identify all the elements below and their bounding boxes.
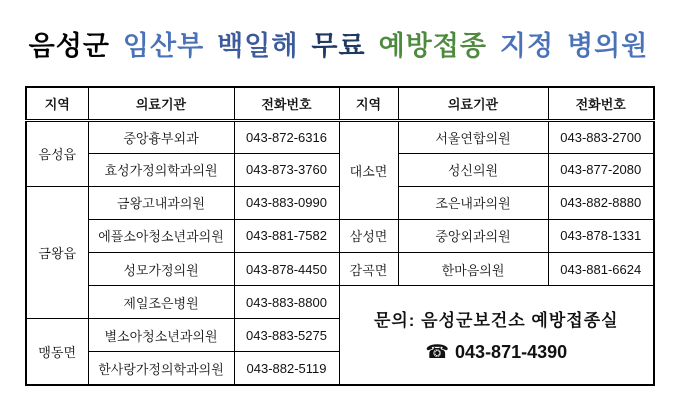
table-header-row <box>26 87 654 120</box>
hospital-cell: 제일조은병원 <box>88 286 234 319</box>
hospital-cell: 한사랑가정의학과의원 <box>88 352 234 385</box>
title-segment-county: 음성군 <box>28 31 110 61</box>
region-cell-maengdong: 맹동면 <box>26 319 88 385</box>
hospital-cell: 한마음의원 <box>398 253 548 286</box>
table-row <box>26 253 654 286</box>
hospital-cell: 별소아청소년과의원 <box>88 319 234 352</box>
hospital-cell: 서울연합의원 <box>398 120 548 153</box>
header-region-right: 지역 <box>339 87 398 120</box>
region-cell-geumwang: 금왕읍 <box>26 186 88 318</box>
contact-text: 문의: 음성군보건소 예방접종실 <box>373 311 619 331</box>
contact-phone-number: 043-871-4390 <box>455 342 568 363</box>
phone-cell: 043-882-5119 <box>234 352 339 385</box>
phone-cell: 043-878-1331 <box>548 219 654 252</box>
phone-cell: 043-873-3760 <box>234 153 339 186</box>
table-row <box>26 120 654 153</box>
phone-cell: 043-881-7582 <box>234 219 339 252</box>
title-segment-pertussis: 백일해 <box>217 31 299 61</box>
title-segment-pregnant: 임산부 <box>122 31 205 61</box>
title-segment-designated: 지정 <box>499 31 555 61</box>
header-phone-left: 전화번호 <box>234 87 339 120</box>
header-region-left: 지역 <box>26 87 88 120</box>
phone-cell: 043-883-8800 <box>234 286 339 319</box>
phone-cell: 043-872-6316 <box>234 120 339 153</box>
title-segment-vaccination: 예방접종 <box>378 31 487 61</box>
hospital-cell: 성모가정의원 <box>88 253 234 286</box>
hospital-cell: 성신의원 <box>398 153 548 186</box>
region-cell-eumseong: 음성읍 <box>26 120 88 186</box>
hospital-cell: 효성가정의학과의원 <box>88 153 234 186</box>
designated-clinics-table <box>25 86 655 386</box>
telephone-icon: ☎ <box>425 342 450 364</box>
hospital-cell: 에플소아청소년과의원 <box>88 219 234 252</box>
region-cell-daeso: 대소면 <box>339 120 398 219</box>
phone-cell: 043-878-4450 <box>234 253 339 286</box>
title-segment-clinics: 병의원 <box>567 31 649 61</box>
hospital-cell: 조은내과의원 <box>398 186 548 219</box>
phone-cell: 043-883-5275 <box>234 319 339 352</box>
phone-cell: 043-877-2080 <box>548 153 654 186</box>
header-hospital-right: 의료기관 <box>398 87 548 120</box>
header-hospital-left: 의료기관 <box>88 87 234 120</box>
hospital-cell: 중앙흉부외과 <box>88 120 234 153</box>
phone-cell: 043-883-2700 <box>548 120 654 153</box>
phone-cell: 043-883-0990 <box>234 186 339 219</box>
header-phone-right: 전화번호 <box>548 87 654 120</box>
region-cell-samseong: 삼성면 <box>339 219 398 252</box>
contact-phone-line <box>342 341 652 364</box>
phone-cell: 043-881-6624 <box>548 253 654 286</box>
table-row <box>26 219 654 252</box>
hospital-cell: 금왕고내과의원 <box>88 186 234 219</box>
title-segment-free: 무료 <box>311 31 366 61</box>
table-row <box>26 286 654 319</box>
hospital-cell: 중앙외과의원 <box>398 219 548 252</box>
phone-cell: 043-882-8880 <box>548 186 654 219</box>
region-cell-gamgok: 감곡면 <box>339 253 398 286</box>
page-title <box>0 24 677 63</box>
contact-info <box>339 286 654 385</box>
